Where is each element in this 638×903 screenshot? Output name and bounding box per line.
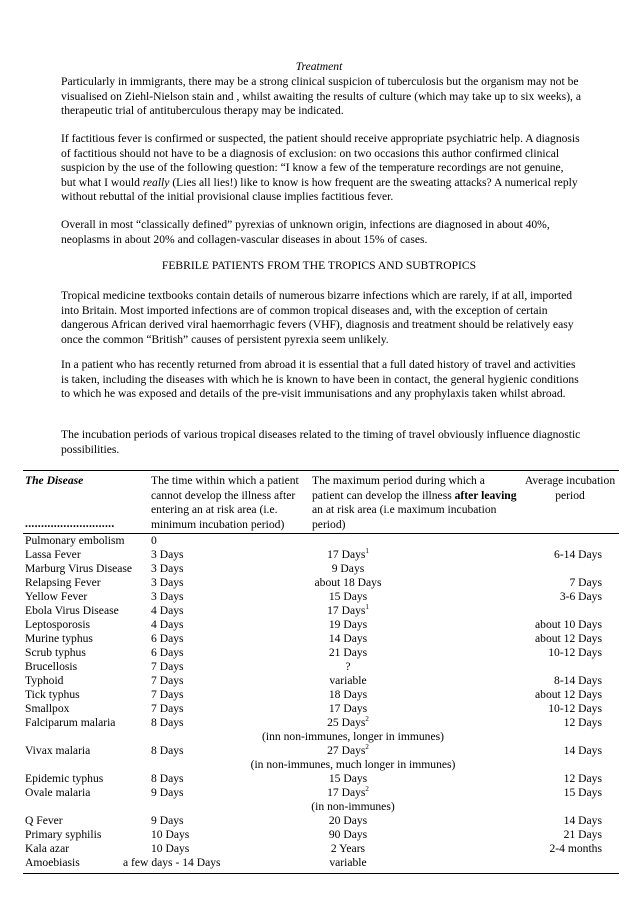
cell-max-value: about 18 Days [314,576,382,589]
cell-avg: 3-6 Days [559,590,602,603]
cell-min: 4 Days [151,604,184,617]
cell-disease: Q Fever [25,814,63,827]
cell-min: 7 Days [151,660,184,673]
table-row [23,702,619,716]
cell-max-value: 17 Days [327,604,366,617]
cell-min: 3 Days [151,562,184,575]
table-row [23,688,619,702]
table-row [23,856,619,870]
falciparum-note: (inn non-immunes, longer in immunes) [262,730,444,743]
cell-disease: Murine typhus [25,632,93,645]
cell-disease: Pulmonary embolism [25,534,125,547]
table-row [23,814,619,828]
cell-disease: Primary syphilis [25,828,102,841]
table-row [23,562,619,576]
cell-max [233,702,463,717]
cell-avg: 12 Days [563,716,602,729]
table-row [23,660,619,674]
cell-disease: Kala azar [25,842,70,855]
cell-max-value: 14 Days [328,632,368,645]
cell-max [233,590,463,605]
treatment-paragraph-2 [61,132,581,205]
cell-avg: 12 Days [563,772,602,785]
table-row [23,534,619,548]
cell-avg: 14 Days [563,814,602,827]
cell-disease: Epidemic typhus [25,772,104,785]
table-row [23,590,619,604]
cell-avg: 10-12 Days [548,646,602,659]
incubation-table [23,470,619,874]
cell-max [233,744,463,759]
cell-max-value: 21 Days [328,646,368,659]
cell-max [233,856,463,871]
cell-max-value: 27 Days [327,744,366,757]
table-row [23,646,619,660]
table-row [23,576,619,590]
cell-avg: about 12 Days [535,688,602,701]
cell-disease: Brucellosis [25,660,78,673]
cell-avg: 15 Days [563,786,602,799]
cell-disease: Ovale malaria [25,786,91,799]
cell-disease: Smallpox [25,702,70,715]
cell-disease: Ebola Virus Disease [25,604,119,617]
cell-disease: Amoebiasis [25,856,80,869]
table-header [23,471,619,534]
cell-min: 0 [151,534,157,547]
tropics-heading: FEBRILE PATIENTS FROM THE TROPICS AND SUBTROPICS [161,259,477,272]
cell-disease: Leptosporosis [25,618,91,631]
cell-max-value: 17 Days [328,702,368,715]
cell-max-value: 25 Days [327,716,366,729]
cell-max-value: 17 Days [327,548,366,561]
cell-max-value: 15 Days [328,772,368,785]
cell-max [233,814,463,829]
cell-max [233,646,463,661]
vivax-note: (in non-immunes, much longer in immunes) [250,758,456,771]
cell-avg: 10-12 Days [548,702,602,715]
header-max-part-a: The maximum period during which a patient can develop the illness [312,474,485,502]
cell-max-value: 17 Days [327,786,366,799]
cell-avg: 8-14 Days [554,674,602,687]
header-disease: The Disease [25,474,84,487]
table-row [23,828,619,842]
cell-disease: Tick typhus [25,688,80,701]
cell-max-value: 2 Years [330,842,366,855]
footnote-mark: 2 [365,785,369,794]
cell-max-value: 15 Days [328,590,368,603]
table-row [23,744,619,758]
cell-max [233,786,463,801]
cell-disease: Marburg Virus Disease [25,562,133,575]
tropics-paragraph-3: The incubation periods of various tropical diseases related to the timing of travel obviously influence diagnostic possibilities. [61,428,581,456]
cell-min: 6 Days [151,646,184,659]
cell-avg: about 12 Days [535,632,602,645]
cell-min: 4 Days [151,618,184,631]
cell-max-value: 9 Days [331,562,365,575]
treatment-paragraph-3: Overall in most “classically defined” pyrexias of unknown origin, infections are diagnosed in about 40%, neoplasms in about 20% and collagen-vascular diseases in about 15% of cases. [61,218,550,246]
cell-min: 3 Days [151,576,184,589]
table-row [23,772,619,786]
treatment-heading: Treatment [295,60,343,73]
footnote-mark: 1 [365,547,369,556]
cell-min: 8 Days [151,744,184,757]
cell-avg: 21 Days [563,828,602,841]
table-row [23,786,619,800]
cell-min: 6 Days [151,632,184,645]
cell-max [233,576,463,591]
cell-min: 3 Days [151,590,184,603]
cell-disease: Yellow Fever [25,590,88,603]
cell-max [233,716,463,731]
header-average-period: Average incubation period [524,474,616,502]
cell-min: 8 Days [151,772,184,785]
header-maximum-period [312,474,517,532]
cell-disease: Vivax malaria [25,744,91,757]
paragraph-2-part-b: (Lies all lies!) like to know is how frequent are the sweating attacks? A numerical reply without rebuttal of the initial provisional clause implies factitious fever. [61,175,578,204]
cell-disease: Typhoid [25,674,64,687]
cell-avg: 2-4 months [549,842,602,855]
cell-avg: 6-14 Days [554,548,602,561]
footnote-mark: 2 [365,715,369,724]
cell-min: 7 Days [151,688,184,701]
cell-max [233,604,463,619]
cell-max [233,674,463,689]
cell-max-value: 19 Days [328,618,368,631]
cell-min: a few days - 14 Days [123,856,221,869]
cell-disease: Falciparum malaria [25,716,116,729]
table-row [23,604,619,618]
cell-disease: Lassa Fever [25,548,81,561]
header-minimum-period: The time within which a patient cannot develop the illness after entering an at risk area (i.e. minimum incubation period) [151,474,299,531]
tropics-paragraph-2: In a patient who has recently returned from abroad it is essential that a full dated history of travel and activities is taken, including the diseases with which he is known to have been in contact, the general hygienic conditions to which he was exposed and details of the pre-visit immunisations and any prophylaxis taken whilst abroad. [61,358,579,401]
cell-min: 7 Days [151,674,184,687]
cell-max [233,842,463,857]
cell-max [233,632,463,647]
table-row [23,842,619,856]
paragraph-2-part-a: If factitious fever is confirmed or suspected, the patient should receive appropriate psychiatric help. A diagnosis of factitious should not have to be a diagnosis of exclusion: on two occasions this author confirmed clinical suspicion by the use of the following question: “I know a few of the temperature recordings are not genuine, but what I would [61,132,580,189]
cell-max [233,548,463,563]
footnote-mark: 2 [365,743,369,752]
cell-max-value: ? [345,660,351,673]
cell-max-value: 18 Days [328,688,368,701]
cell-min: 9 Days [151,814,184,827]
cell-max [233,660,463,675]
emphasis-really: really [142,175,170,189]
header-max-part-b: an at risk area (i.e maximum incubation period) [312,503,497,531]
cell-min: 10 Days [151,842,190,855]
table-row [23,618,619,632]
cell-min: 8 Days [151,716,184,729]
cell-max-value: variable [329,856,367,869]
table-row [23,716,619,730]
cell-max [233,688,463,703]
cell-avg: about 10 Days [535,618,602,631]
cell-avg: 7 Days [569,576,602,589]
cell-disease: Scrub typhus [25,646,86,659]
cell-max [233,828,463,843]
cell-max [233,618,463,633]
cell-max-value: variable [329,674,367,687]
header-dots: ............................ [25,517,115,530]
cell-min: 9 Days [151,786,184,799]
cell-min: 3 Days [151,548,184,561]
tropics-paragraph-1: Tropical medicine textbooks contain details of numerous bizarre infections which are rarely, if at all, imported into Britain. Most imported infections are of common tropical diseases and, with the exception of certain dangerous African derived viral haemorrhagic fevers (VHF), diagnosis and treatment should be relatively easy once the common “British” causes of persistent pyrexia seem unlikely. [61,289,574,346]
ovale-note: (in non-immunes) [311,800,395,813]
header-max-bold: after leaving [454,488,517,502]
footnote-mark: 1 [365,603,369,612]
table-row [23,632,619,646]
cell-max-value: 90 Days [328,828,368,841]
treatment-paragraph-1: Particularly in immigrants, there may be a strong clinical suspicion of tuberculosis but the organism may not be visualised on Ziehl-Nielson stain and , whilst awaiting the results of culture (which may take up to six weeks), a therapeutic trial of antituberculous therapy may be indicated. [61,75,581,118]
cell-max [233,772,463,787]
table-row [23,548,619,562]
table-row [23,674,619,688]
cell-disease: Relapsing Fever [25,576,101,589]
cell-max [233,562,463,577]
cell-avg: 14 Days [563,744,602,757]
cell-min: 7 Days [151,702,184,715]
cell-min: 10 Days [151,828,190,841]
cell-max-value: 20 Days [328,814,368,827]
